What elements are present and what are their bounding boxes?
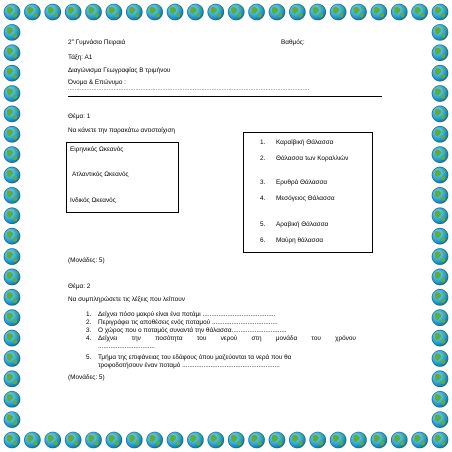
globe-icon	[228, 432, 244, 448]
globe-icon	[4, 106, 20, 122]
globe-icon	[432, 269, 448, 285]
globe-icon	[249, 432, 265, 448]
sea-number: 3.	[260, 179, 266, 186]
globe-icon	[310, 4, 326, 20]
globe-icon	[167, 432, 183, 448]
theme1-instruction: Να κάνετε την παρακάτω αντιστοίχιση	[68, 127, 175, 134]
ocean-item: Ειρηνικός Ωκεανός	[70, 146, 124, 153]
globe-icon	[412, 4, 428, 20]
theme1-points: (Μονάδες: 5)	[68, 257, 105, 264]
globe-icon	[208, 4, 224, 20]
globe-icon	[4, 269, 20, 285]
globe-icon	[167, 4, 183, 20]
sea-number: 1.	[260, 139, 266, 146]
sea-number: 2.	[260, 155, 266, 162]
globe-icon	[4, 24, 20, 40]
sea-name: Αραβική Θάλασσα	[276, 221, 329, 228]
globe-icon	[432, 391, 448, 407]
globe-icon	[371, 432, 387, 448]
globe-icon	[147, 432, 163, 448]
item-number: 5.	[86, 354, 92, 361]
globe-icon	[432, 86, 448, 102]
test-title: Διαγώνισμα Γεωγραφίας Β τριμήνου	[68, 67, 171, 74]
globe-icon	[24, 432, 40, 448]
globe-icon	[432, 208, 448, 224]
sea-number: 4.	[260, 195, 266, 202]
theme2-points: (Μονάδες: 5)	[68, 374, 105, 381]
sea-number: 5.	[260, 221, 266, 228]
globe-icon	[24, 4, 40, 20]
item-number: 4.	[86, 335, 92, 342]
globe-icon	[4, 310, 20, 326]
fill-item-line2: τροφοδοτήσουν έναν ποταμό .......................................................	[98, 362, 280, 369]
globe-icon	[4, 147, 20, 163]
name-dots: ...............................................................................................................................................	[68, 87, 310, 92]
globe-icon	[4, 86, 20, 102]
globe-icon	[126, 432, 142, 448]
sea-number: 6.	[260, 237, 266, 244]
globe-icon	[4, 391, 20, 407]
globe-icon	[432, 412, 448, 428]
globe-icon	[412, 432, 428, 448]
globe-icon	[4, 167, 20, 183]
globe-icon	[4, 330, 20, 346]
globe-icon	[330, 4, 346, 20]
globe-icon	[432, 330, 448, 346]
globe-icon	[4, 412, 20, 428]
globe-icon	[147, 4, 163, 20]
globe-icon	[432, 249, 448, 265]
sea-name: Καραϊβική Θάλασσα	[276, 139, 334, 146]
globe-icon	[45, 4, 61, 20]
globe-icon	[350, 432, 366, 448]
globe-icon	[4, 45, 20, 61]
globe-icon	[432, 350, 448, 366]
globe-icon	[4, 228, 20, 244]
theme2-title: Θέμα: 2	[68, 283, 91, 290]
globe-icon	[371, 4, 387, 20]
sea-name: Θάλασσα των Κοραλλιών	[276, 155, 349, 162]
globe-icon	[106, 4, 122, 20]
fill-item-justified: Δείχνει την ποσότητα του νερού στη μονάδα του χρόνου	[98, 335, 356, 342]
sea-name: Μεσόγειος Θάλασσα	[276, 195, 335, 202]
globe-icon	[432, 45, 448, 61]
globe-icon	[391, 4, 407, 20]
globe-icon	[86, 432, 102, 448]
globe-icon	[391, 432, 407, 448]
globe-icon	[432, 310, 448, 326]
globe-icon	[126, 4, 142, 20]
globe-icon	[4, 249, 20, 265]
globe-icon	[4, 208, 20, 224]
globe-icon	[4, 4, 20, 20]
item-number: 2.	[86, 319, 92, 326]
globe-icon	[432, 126, 448, 142]
fill-item: Τμήμα της επιφάνειας του εδάφους όπου μαζεύονται τα νερά που θα	[98, 354, 292, 361]
theme1-title: Θέμα: 1	[68, 113, 91, 120]
globe-icon	[4, 187, 20, 203]
theme2-instruction: Να συμπληρώσετε τις λέξεις που λείπουν	[68, 296, 185, 303]
globe-icon	[4, 371, 20, 387]
globe-icon	[432, 167, 448, 183]
globe-icon	[4, 350, 20, 366]
globe-icon	[86, 4, 102, 20]
globe-icon	[432, 65, 448, 81]
sea-name: Μαύρη θάλασσα	[276, 237, 324, 244]
fill-item: Περιγράφει τις αποθέσεις ενός ποταμού .....................................	[98, 319, 278, 326]
globe-icon	[330, 432, 346, 448]
globe-icon	[432, 228, 448, 244]
globe-icon	[289, 4, 305, 20]
globe-icon	[432, 371, 448, 387]
ocean-item: Ινδικός Ωκεανός	[70, 197, 116, 204]
globe-icon	[432, 187, 448, 203]
globe-icon	[65, 4, 81, 20]
grade-label: Βαθμός:	[281, 39, 305, 46]
globe-icon	[228, 4, 244, 20]
globe-icon	[432, 289, 448, 305]
globe-icon	[65, 432, 81, 448]
school-name: $2^o$ Γυμνάσιο Πειραιά	[68, 37, 126, 47]
name-label: Όνομα & Επώνυμο :	[68, 79, 126, 86]
globe-icon	[4, 432, 20, 448]
sea-name: Ερυθρά Θάλασσα	[276, 179, 328, 186]
globe-icon	[4, 65, 20, 81]
globe-icon	[432, 432, 448, 448]
globe-icon	[249, 4, 265, 20]
globe-icon	[45, 432, 61, 448]
globe-icon	[4, 289, 20, 305]
fill-item: Ο χώρος που ο ποταμός συναντά την θάλασσα...............................	[98, 327, 287, 334]
fill-item: Δείχνει πόσο μακρύ είναι ένα ποτάμι .........................................	[98, 311, 276, 318]
globe-icon	[4, 126, 20, 142]
ocean-item: Ατλαντικός Ωκεανός	[72, 171, 129, 178]
globe-icon	[432, 4, 448, 20]
globe-icon	[208, 432, 224, 448]
globe-icon	[269, 432, 285, 448]
globe-icon	[106, 432, 122, 448]
header-divider	[68, 96, 382, 97]
item-number: 3.	[86, 327, 92, 334]
item-number: 1.	[86, 311, 92, 318]
globe-icon	[350, 4, 366, 20]
globe-icon	[269, 4, 285, 20]
globe-icon	[187, 4, 203, 20]
globe-icon	[432, 24, 448, 40]
globe-icon	[310, 432, 326, 448]
globe-icon	[432, 106, 448, 122]
class-label: Τάξη: Α1	[68, 54, 93, 61]
globe-icon	[187, 432, 203, 448]
seas-box	[243, 132, 373, 253]
globe-icon	[289, 432, 305, 448]
fill-item-line2: ................................	[98, 343, 155, 350]
globe-icon	[432, 147, 448, 163]
